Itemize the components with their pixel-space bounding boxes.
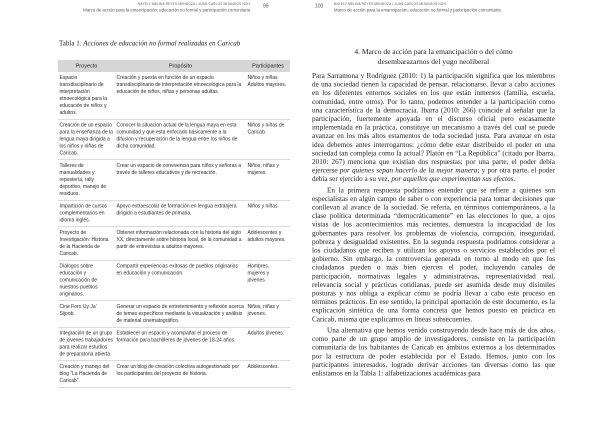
paragraph-text: ; y por otra parte, el poder debía ser ejercido a su vez, bbox=[312, 166, 555, 184]
cell-purpose: Creación y puesta en función de un espacio transdisciplinario de interpretación etnoecológica para la educación de niños, niñas y personas adultas. bbox=[115, 72, 246, 119]
table-row bbox=[58, 327, 290, 361]
paragraph-text: En la primera respuesta podríamos entender que se refiere a quienes son especialistas en algún campo de saber o con experiencia para tomar decisiones que conllevan al avance de la sociedad. Se refería, en términos contemporáneos, a la clase política determinada “democráticamente” en las elecciones lo que, a ojos vistas de los acontecimientos más recientes, demuestra la incapacidad de los gobernantes para resolver los problemas de violencia, corrupción, inseguridad, pobreza y desigualdad existentes. En la segunda respuesta podríamos considerar a los ciudadanos que reciben y utilizan los apoyos o servicios establecidos por el gobierno. Sin embargo, la controversia generada en torno al modo en que los ciudadanos pueden o más bien ejercen el poder, incluyendo canales de participación, normativas legales y administrativas, representatividad real, relevancia social y prácticas cotidianas, puede ser asumida desde muy disímiles posturas y nos obliga a explicar cómo se podría llevar a cabo este proceso en términos prácticos. En ese sentido, la principal aportación de este documento, es la explicación sintética de una forma concreta que hemos puesto en práctica en Caricab, misma que explicamos en líneas subsecuentes. bbox=[312, 186, 555, 324]
italic-phrase: por aquellos que experimentan sus efectos bbox=[391, 175, 514, 184]
cell-purpose: Crear un blog de creación colectiva autogestionado por los participantes del proyecto de historia. bbox=[115, 361, 246, 388]
table-label: Tabla 1. bbox=[59, 40, 82, 48]
cell-project: Espacio transdisciplinario de interpretación etnoecológica para la educación de niños y adultos. bbox=[58, 72, 115, 119]
right-page bbox=[300, 0, 600, 440]
cell-project: Diálogos sobre educación y comunicación de nuestros pueblos originarios. bbox=[58, 260, 115, 301]
table-row bbox=[58, 200, 290, 227]
paragraph-text: Una alternativa que hemos venido construyendo desde hace más de dos años, como parte de un grupo amplio de investigadores, consiste en la participación comunitaria de los habitantes de Caricab en ámbitos externos a los determinados por la estructura de poder establecida por el Estado. Hemos, junto con los participantes interesados, logrado derivar acciones tan diversas como las que enlistamos en la Tabla 1: alfabetizaciones académicas para bbox=[312, 326, 555, 378]
table-row bbox=[58, 227, 290, 261]
cell-purpose: Generar un espacio de entretenimiento y reflexión acerca de temas específicos mediante la visualización y análisis de material cinematográfico. bbox=[115, 301, 246, 328]
section-heading: 4. Marco de acción para la emancipación o del cómo desembarazarnos del yugo neoliberal bbox=[354, 48, 513, 66]
cell-participants: Niños y niñas. bbox=[246, 200, 290, 227]
header-authors: NAYELY MELINA REYES MENDOZA • JUAN CARLOS MIJANGOS NOH bbox=[334, 2, 447, 6]
cell-participants: Niños y niñas de Caricab. bbox=[246, 119, 290, 160]
cell-project: Creación y manejo del blog “La Hacienda de Caricab”. bbox=[58, 361, 115, 388]
cell-participants: Niños y niñas. Adultos mayores. bbox=[246, 72, 290, 119]
paragraph bbox=[312, 72, 555, 184]
cell-participants: Niños, niñas y mujeres. bbox=[246, 160, 290, 201]
page-number: 99 bbox=[263, 3, 269, 9]
column-header-purpose: Propósito bbox=[115, 60, 246, 72]
cell-participants: Adolescentes y adultos mayores. bbox=[246, 227, 290, 261]
table-row bbox=[58, 160, 290, 201]
table-caption bbox=[59, 40, 240, 48]
paragraph-text: Para Sarramona y Rodríguez (2010: 1) la participación significa que los miembros de una sociedad tienen la capacidad de pensar, relacionarse, llevar a cabo acciones en los diferentes entornos sociales en los que están inmersos (familia, escuela, comunidad, entre otros). Por lo tanto, podemos entender a la participación como una característica de la democracia. Ibarra (2010: 266) coincide al señalar que la participación, fuertemente apoyada en el discurso oficial pero escasamente implementada en la práctica, constituye un mecanismo a través del cual se puede avanzar en los más altos estamentos de toda sociedad justa. Para avanzar en esta idea debemos antes interrogarnos: ¿cómo debe estar distribuido el poder en una sociedad tan compleja como la actual? Platón en “La República” (citado por Ibarra, 2010: 267) menciona que existían dos respuestas; por una parte, el poder debía ejercerse bbox=[312, 72, 555, 175]
running-header bbox=[50, 2, 250, 13]
table-head bbox=[58, 60, 290, 72]
table-row bbox=[58, 119, 290, 160]
table-row bbox=[58, 72, 290, 119]
cell-participants: Hombres, mujeres y jóvenes. bbox=[246, 260, 290, 301]
cell-project: Cine Foro Uy Ja’ Sijoob. bbox=[58, 301, 115, 328]
table-title: Acciones de educación no formal realizadas en Caricab bbox=[83, 40, 241, 48]
table-row bbox=[58, 301, 290, 328]
cell-project: Impartición de cursos complementarios en idioma inglés. bbox=[58, 200, 115, 227]
cell-purpose: Establecer un espacio y acompañar el proceso de formación para bachilleres de jóvenes de 18-24 años. bbox=[115, 327, 246, 361]
table-row bbox=[58, 361, 290, 388]
table-body bbox=[58, 72, 290, 387]
cell-project: Proyecto de Investigación: Historia de la Hacienda de Caricab. bbox=[58, 227, 115, 261]
paragraph bbox=[312, 186, 555, 324]
header-authors: NAYELY MELINA REYES MENDOZA • JUAN CARLOS MIJANGOS NOH bbox=[137, 2, 250, 6]
table-header-row bbox=[58, 60, 290, 72]
cell-participants: Adultos jóvenes. bbox=[246, 327, 290, 361]
cell-project: Integración de un grupo de jóvenes trabajadores para realizar estudios de preparatoria abierta. bbox=[58, 327, 115, 361]
page-number: 100 bbox=[315, 3, 324, 9]
cell-purpose: Crear un espacio de convivencia para niños y señoras a través de talleres educativos y de recreación. bbox=[115, 160, 246, 201]
body-text bbox=[312, 72, 555, 378]
cell-participants: Adolescentes. bbox=[246, 361, 290, 388]
header-running-title: Marco de acción para la emancipación: educación no formal y participación comunitaria bbox=[334, 7, 501, 13]
header-running-title: Marco de acción para la emancipación: educación no formal y participación comunitaria bbox=[83, 7, 250, 13]
cell-purpose: Obtener información relacionada con la historia del siglo XX, directamente sobre historia local, de la comunidad a partir de entrevistas a adultos mayores. bbox=[115, 227, 246, 261]
table-row bbox=[58, 260, 290, 301]
column-header-participants: Participantes bbox=[246, 60, 290, 72]
cell-purpose: Conocer la situación actual de la lengua maya en esta comunidad y que esta enfocado básicamente a la difusión y recuperación de la lengua entre los niños de dicha comunidad. bbox=[115, 119, 246, 160]
cell-purpose: Apoyo extraescolar de formación en lengua extranjera dirigido a estudiantes de primaria. bbox=[115, 200, 246, 227]
cell-project: Talleres de manualidades y repostería, rally deportivo, manejo de residuos. bbox=[58, 160, 115, 201]
actions-table bbox=[58, 60, 290, 388]
cell-participants: Niños, niñas y jóvenes. bbox=[246, 301, 290, 328]
paragraph bbox=[312, 326, 555, 378]
italic-phrase: por quienes sepan hacerlo de la mejor manera bbox=[339, 166, 478, 175]
running-header bbox=[334, 2, 544, 13]
column-header-project: Proyecto bbox=[58, 60, 115, 72]
paragraph-text: . bbox=[513, 175, 516, 184]
cell-purpose: Compartir experiencias exitosas de pueblos originarios en educación y comunicación. bbox=[115, 260, 246, 301]
cell-project: Creación de un espacio para la enseñanza de la lengua maya dirigida a los niños y niñas de Caricab. bbox=[58, 119, 115, 160]
